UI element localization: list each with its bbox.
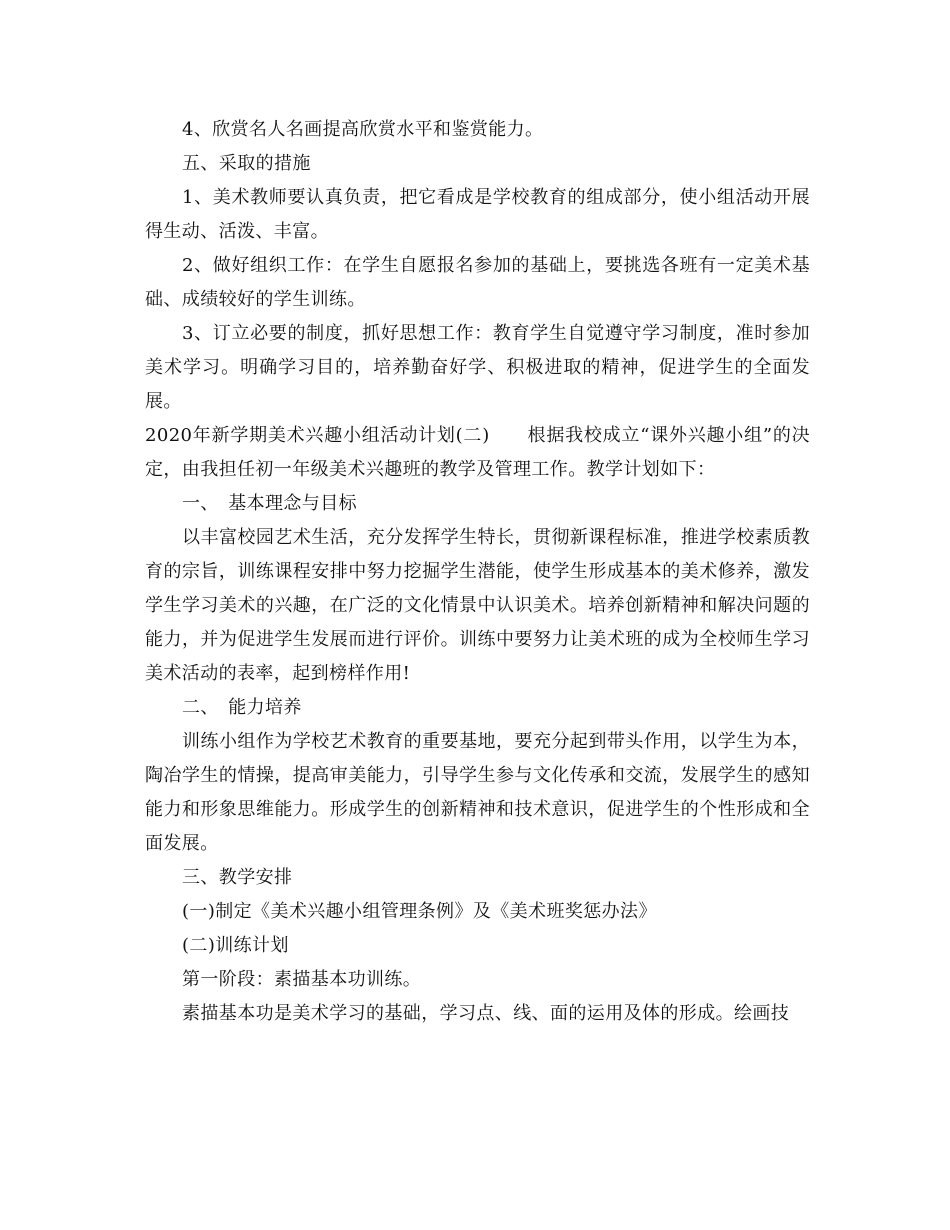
paragraph-stage-one: 第一阶段：素描基本功训练。 xyxy=(182,969,422,990)
section-heading-measures: 五、采取的措施 xyxy=(182,153,311,174)
document-body xyxy=(145,113,810,1031)
section-heading-concept-goals: 一、 基本理念与目标 xyxy=(182,493,357,514)
section-heading-ability: 二、 能力培养 xyxy=(182,697,302,718)
paragraph-measure-1: 1、美术教师要认真负责，把它看成是学校教育的组成部分，使小组活动开展得生动、活泼、丰富。 xyxy=(145,187,810,242)
paragraph-measure-2: 2、做好组织工作：在学生自愿报名参加的基础上，要挑选各班有一定美术基础、成绩较好的学生训练。 xyxy=(145,255,810,310)
paragraph-training-plan: (二)训练计划 xyxy=(182,935,289,956)
paragraph-measure-3: 3、订立必要的制度，抓好思想工作：教育学生自觉遵守学习制度，准时参加美术学习。明确学习目的，培养勤奋好学、积极进取的精神，促进学生的全面发展。 xyxy=(145,323,810,412)
section-heading-teaching: 三、教学安排 xyxy=(182,867,293,888)
plan-two-title-paragraph: 2020年新学期美术兴趣小组活动计划(二) 根据我校成立“课外兴趣小组”的决定，由我担任初一年级美术兴趣班的教学及管理工作。教学计划如下： xyxy=(145,425,810,480)
paragraph-sketch-basics: 素描基本功是美术学习的基础，学习点、线、面的运用及体的形成。绘画技 xyxy=(182,1003,790,1024)
paragraph-concept-goals: 以丰富校园艺术生活，充分发挥学生特长，贯彻新课程标准，推进学校素质教育的宗旨，训练课程安排中努力挖掘学生潜能，使学生形成基本的美术修养，激发学生学习美术的兴趣，在广泛的文化情景中认识美术。培养创新精神和解决问题的能力，并为促进学生发展而进行评价。训练中要努力让美术班的成为全校师生学习美术活动的表率，起到榜样作用! xyxy=(145,527,810,684)
paragraph-teaching-rules: (一)制定《美术兴趣小组管理条例》及《美术班奖惩办法》 xyxy=(182,901,657,922)
paragraph-ability: 训练小组作为学校艺术教育的重要基地，要充分起到带头作用，以学生为本，陶冶学生的情操，提高审美能力，引导学生参与文化传承和交流，发展学生的感知能力和形象思维能力。形成学生的创新精神和技术意识，促进学生的个性形成和全面发展。 xyxy=(145,731,810,854)
paragraph-item-4: 4、欣赏名人名画提高欣赏水平和鉴赏能力。 xyxy=(182,119,544,140)
